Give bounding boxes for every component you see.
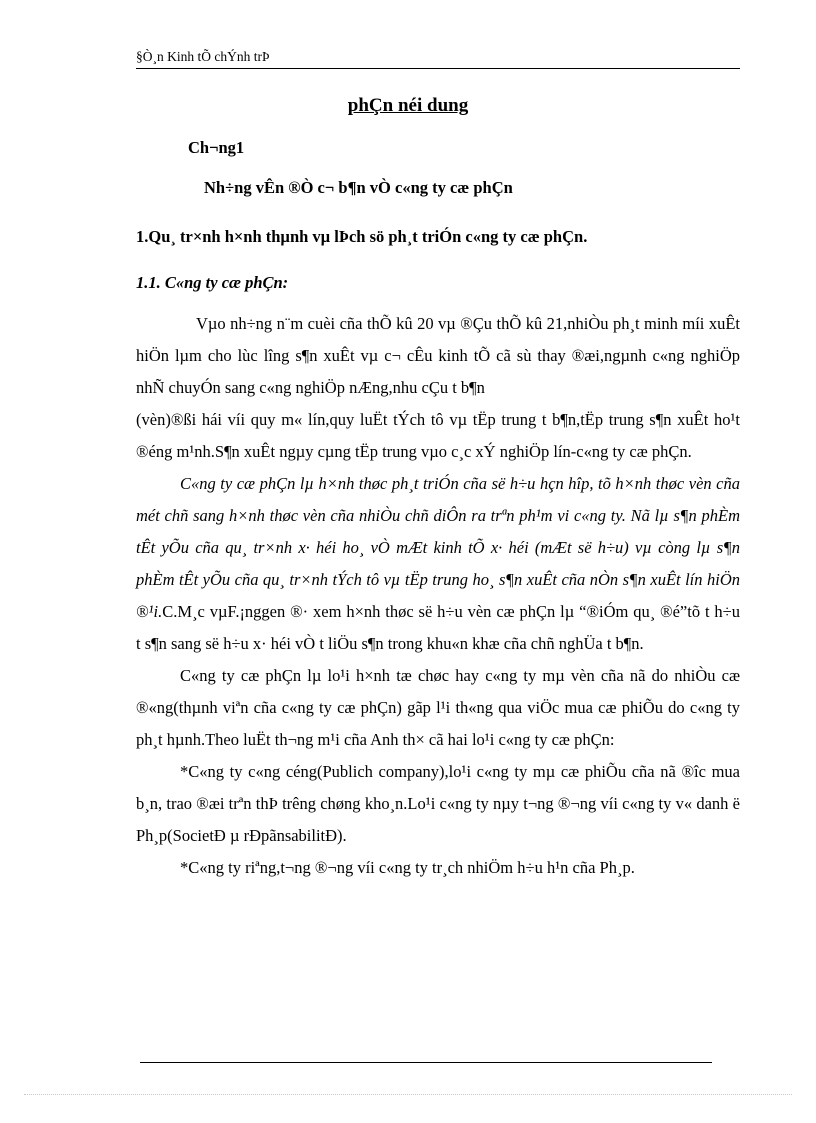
page-header [136, 48, 740, 69]
paragraph-4: C«ng ty cæ phÇn lµ lo¹i h×nh tæ chøc hay c«ng ty mµ vèn cña nã do nhiÒu cæ ®«ng(thµnh viªn cña c«ng ty cæ phÇn) gãp l¹i th«ng qua viÖc mua cæ phiÕu do c«ng ty ph¸t hµnh.Theo luËt th¬ng m¹i cña Anh th× cã hai lo¹i c«ng ty cæ phÇn: [136, 666, 740, 749]
paragraph-3-normal: C.M¸c vµF.¡nggen ®· xem h×nh thøc së h÷u vèn cæ phÇn lµ “®iÓm qu¸ ®é”tõ t h÷u t s¶n sang së h÷u x· héi vÒ t liÖu s¶n trong khu«n khæ cña chñ nghÜa t b¶n. [136, 602, 740, 653]
footer-rule [140, 1062, 712, 1063]
page-edge [24, 1094, 792, 1095]
body-text [136, 308, 740, 884]
subsection-heading: 1.1. C«ng ty cæ phÇn: [136, 273, 289, 292]
paragraph-2: (vèn)®ßi hái víi quy m« lín,quy luËt tÝch tô vµ tËp trung t b¶n,tËp trung s¶n xuÊt ho¹t ®éng m¹nh.S¶n xuÊt ngµy cµng tËp trung vµo c¸c xÝ nghiÖp lín-c«ng ty cæ phÇn. [136, 410, 740, 461]
paragraph-6: *C«ng ty riªng,t¬ng ®¬ng víi c«ng ty tr¸ch nhiÖm h÷u h¹n cña Ph¸p. [180, 858, 635, 877]
paragraph-1: Vµo nh÷ng n¨m cuèi cña thÕ kû 20 vµ ®Çu thÕ kû 21,nhiÒu ph¸t minh míi xuÊt hiÖn lµm cho lùc lîng s¶n xuÊt vµ c¬ cÊu kinh tÕ cã sù thay ®æi,ngµnh c«ng nghiÖp nhÑ chuyÓn sang c«ng nghiÖp nÆng,nhu cÇu t b¶n [136, 314, 740, 397]
chapter-title: Nh÷ng vÊn ®Ò c¬ b¶n vÒ c«ng ty cæ phÇn [204, 178, 513, 197]
paragraph-3-italic: C«ng ty cæ phÇn lµ h×nh thøc ph¸t triÓn cña së h÷u hçn hîp, tõ h×nh thøc vèn cña mét chñ sang h×nh thøc vèn cña nhiÒu chñ diÔn ra trªn ph¹m vi c«ng ty. Nã lµ s¶n phÈm tÊt yÕu cña qu¸ tr×nh x· héi ho¸ vÒ mÆt kinh tÕ x· héi (mÆt së h÷u) vµ còng lµ s¶n phÈm tÊt yÕu cña qu¸ tr×nh tÝch tô vµ tËp trung ho¸ s¶n xuÊt cña nÒn s¶n xuÊt lín hiÖn ®¹i. [136, 474, 740, 621]
paragraph-5: *C«ng ty c«ng céng(Publich company),lo¹i c«ng ty mµ cæ phiÕu cña nã ®îc mua b¸n, trao ®æi trªn thÞ trêng chøng kho¸n.Lo¹i c«ng ty nµy t¬ng ®¬ng víi c«ng ty v« danh ë Ph¸p(SocietÐ µ rÐpãnsabilitÐ). [136, 762, 740, 845]
part-title: phÇn néi dung [347, 95, 469, 116]
chapter-number: Ch¬ng1 [188, 138, 245, 157]
header-text: §Ò¸n Kinh tÕ chÝnh trÞ [136, 49, 270, 64]
section-heading: 1.Qu¸ tr×nh h×nh thµnh vµ lÞch sö ph¸t triÓn c«ng ty cæ phÇn. [136, 227, 588, 246]
paragraph-3 [136, 468, 740, 660]
